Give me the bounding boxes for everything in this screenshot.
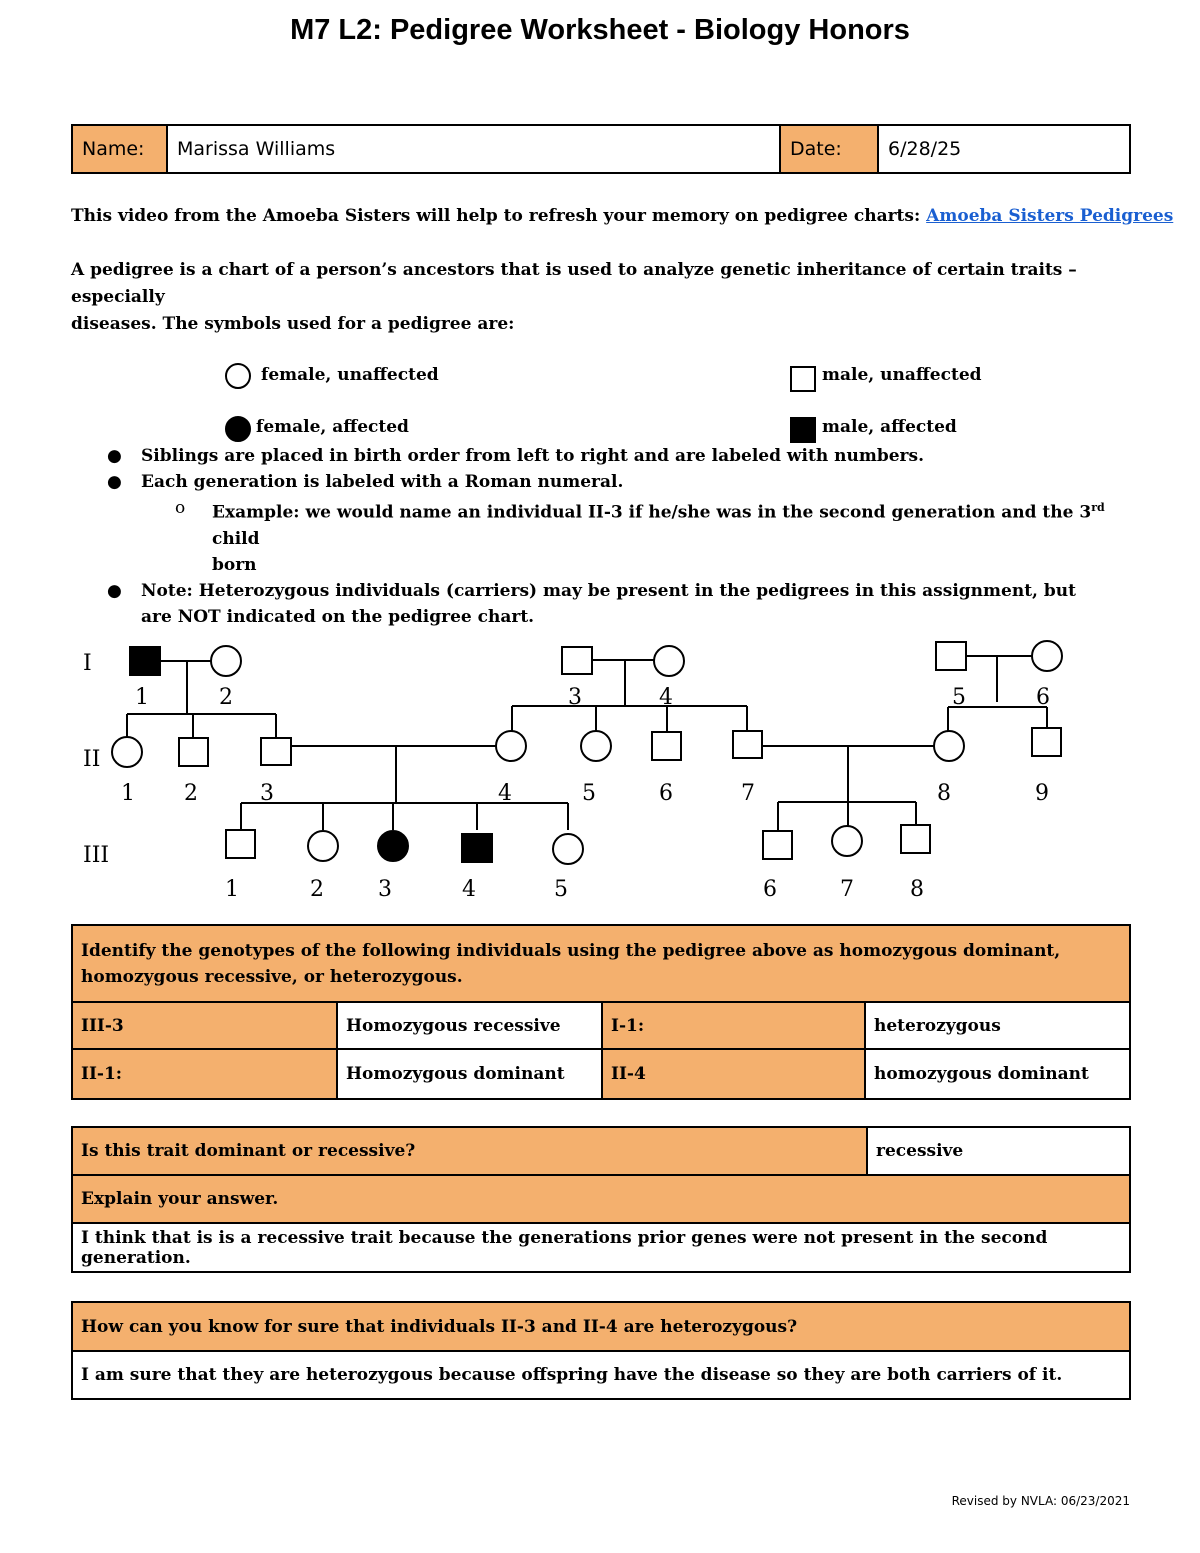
notes-list: [105, 443, 1135, 630]
male-affected-symbol: [790, 417, 816, 443]
I-6-number: 6: [1036, 685, 1050, 710]
III-3-female-affected: [378, 831, 408, 861]
III-8-number: 8: [910, 877, 924, 902]
video-intro-text: This video from the Amoeba Sisters will help to refresh your memory on pedigree charts:: [71, 206, 927, 226]
name-field[interactable]: Marissa Williams: [167, 125, 780, 173]
page-title: M7 L2: Pedigree Worksheet - Biology Honors: [290, 14, 910, 46]
trait-answer[interactable]: recessive: [867, 1127, 1130, 1175]
gen-label-III: III: [83, 843, 110, 868]
III-2-number: 2: [310, 877, 324, 902]
II-5-number: 5: [582, 781, 596, 806]
carrier-table: [71, 1301, 1131, 1400]
genotype-prompt: Identify the genotypes of the following individuals using the pedigree above as homozygous dominant, homozygous recessive, or heterozygous.: [72, 925, 1130, 1002]
I-3-male: [562, 647, 592, 674]
II-2-number: 2: [184, 781, 198, 806]
II-8-number: 8: [937, 781, 951, 806]
III-6-male: [763, 831, 792, 859]
II-6-number: 6: [659, 781, 673, 806]
III-7-female: [832, 826, 862, 856]
male-affected-label: male, affected: [822, 417, 957, 437]
III-3-number: 3: [378, 877, 392, 902]
genotype-id-I-1: I-1:: [602, 1002, 865, 1049]
II-9-number: 9: [1035, 781, 1049, 806]
I-6-female: [1032, 641, 1062, 671]
II-5-female: [581, 731, 611, 761]
gen-label-II: II: [83, 747, 101, 772]
II-3-number: 3: [260, 781, 274, 806]
II-8-female: [934, 731, 964, 761]
genotype-answer-III-3[interactable]: Homozygous recessive: [337, 1002, 602, 1049]
trait-table: [71, 1126, 1131, 1273]
II-6-male: [652, 732, 681, 760]
III-4-male-affected: [462, 834, 492, 862]
name-label: Name:: [72, 125, 167, 173]
trait-question: Is this trait dominant or recessive?: [72, 1127, 867, 1175]
III-8-male: [901, 825, 930, 853]
gen-label-I: I: [83, 651, 92, 676]
female-unaffected-label: female, unaffected: [261, 365, 439, 385]
note-heterozygous: ● Note: Heterozygous individuals (carriers) may be present in the pedigrees in this assignment, but are NOT indicated on the pedigree chart.: [107, 580, 1076, 627]
explanation-answer[interactable]: I think that is is a recessive trait because the generations prior genes were not present in the second generation.: [72, 1223, 1130, 1272]
video-intro: [71, 203, 1173, 230]
genotype-answer-I-1[interactable]: heterozygous: [865, 1002, 1130, 1049]
note-example: o Example: we would name an individual II-3 if he/she was in the second generation and the 3rd child born: [175, 498, 1105, 575]
I-2-female: [211, 646, 241, 676]
female-affected-label: female, affected: [256, 417, 409, 437]
carrier-question: How can you know for sure that individuals II-3 and II-4 are heterozygous?: [72, 1302, 1130, 1351]
II-7-male: [733, 731, 762, 758]
male-unaffected-symbol: [790, 366, 816, 392]
III-5-number: 5: [554, 877, 568, 902]
II-2-male: [179, 738, 208, 766]
male-unaffected-label: male, unaffected: [822, 365, 982, 385]
I-5-number: 5: [952, 685, 966, 710]
student-info-table: [71, 124, 1131, 174]
pedigree-chart: [0, 620, 1200, 910]
II-3-male: [261, 738, 291, 765]
genotype-answer-II-4[interactable]: homozygous dominant: [865, 1049, 1130, 1099]
I-2-number: 2: [219, 685, 233, 710]
III-7-number: 7: [840, 877, 854, 902]
genotype-id-II-4: II-4: [602, 1049, 865, 1099]
II-1-number: 1: [121, 781, 135, 806]
III-4-number: 4: [462, 877, 476, 902]
pedigree-definition: [71, 257, 1151, 338]
III-6-number: 6: [763, 877, 777, 902]
definition-line-1: A pedigree is a chart of a person’s ancestors that is used to analyze genetic inheritance of certain traits – especially: [71, 260, 1077, 307]
genotype-id-II-1: II-1:: [72, 1049, 337, 1099]
II-4-female: [496, 731, 526, 761]
explain-label: Explain your answer.: [72, 1175, 1130, 1223]
definition-line-2: diseases. The symbols used for a pedigree are:: [71, 314, 515, 334]
revision-footer: Revised by NVLA: 06/23/2021: [951, 1494, 1130, 1508]
III-5-female: [553, 834, 583, 864]
carrier-answer[interactable]: I am sure that they are heterozygous because offspring have the disease so they are both carriers of it.: [72, 1351, 1130, 1399]
female-unaffected-symbol: [225, 363, 251, 389]
female-affected-symbol: [225, 416, 251, 442]
genotype-id-III-3: III-3: [72, 1002, 337, 1049]
amoeba-sisters-link[interactable]: Amoeba Sisters Pedigrees: [926, 206, 1174, 226]
I-1-male-affected: [130, 647, 160, 675]
date-label: Date:: [780, 125, 878, 173]
date-field[interactable]: 6/28/25: [878, 125, 1130, 173]
I-5-male: [936, 642, 966, 670]
genotype-answer-II-1[interactable]: Homozygous dominant: [337, 1049, 602, 1099]
III-2-female: [308, 831, 338, 861]
II-1-female: [112, 737, 142, 767]
II-4-number: 4: [498, 781, 512, 806]
note-siblings: ● Siblings are placed in birth order from left to right and are labeled with numbers.: [107, 446, 924, 466]
I-3-number: 3: [568, 685, 582, 710]
III-1-number: 1: [225, 877, 239, 902]
II-7-number: 7: [741, 781, 755, 806]
II-9-male: [1032, 728, 1061, 756]
genotype-table: [71, 924, 1131, 1100]
I-1-number: 1: [135, 685, 149, 710]
III-1-male: [226, 830, 255, 858]
I-4-female: [654, 646, 684, 676]
I-4-number: 4: [659, 685, 673, 710]
note-generation: ● Each generation is labeled with a Roman numeral.: [107, 472, 624, 492]
